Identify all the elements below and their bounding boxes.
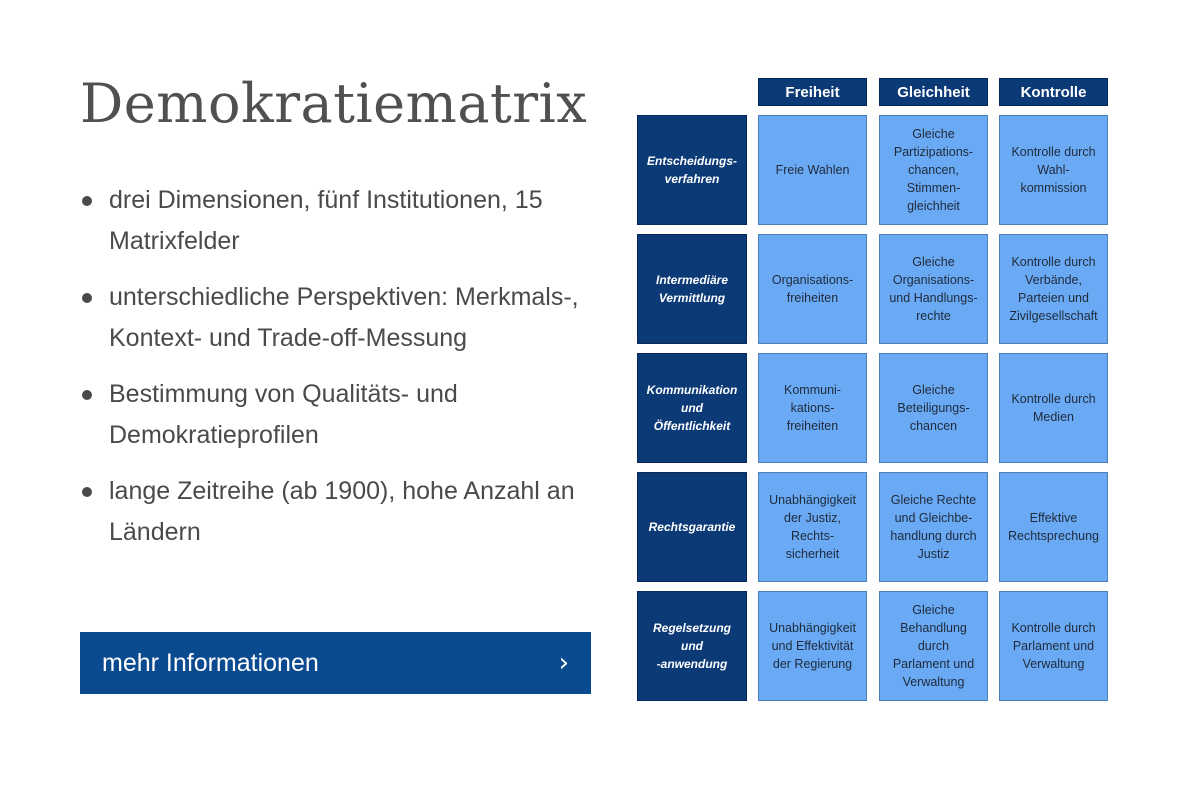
feature-list [80, 180, 580, 568]
bullet-dot-icon [82, 196, 92, 206]
matrix-cell: Kommuni- kations- freiheiten [758, 353, 867, 463]
bullet-dot-icon [82, 390, 92, 400]
bullet-dot-icon [82, 487, 92, 497]
matrix-column-header: Gleichheit [879, 78, 988, 106]
matrix-cell: Gleiche Behandlung durch Parlament und Verwaltung [879, 591, 988, 701]
list-item [80, 277, 580, 359]
list-item-text: unterschiedliche Perspektiven: Merkmals-, Kontext- und Trade-off-Messung [109, 283, 579, 352]
matrix-row-header: Kommunikation und Öffentlichkeit [637, 353, 747, 463]
list-item [80, 471, 580, 553]
list-item-text: Bestimmung von Qualitäts- und Demokratieprofilen [109, 380, 458, 449]
matrix-cell: Gleiche Beteiligungs- chancen [879, 353, 988, 463]
matrix-cell: Gleiche Rechte und Gleichbe- handlung durch Justiz [879, 472, 988, 582]
matrix-row-header: Intermediäre Vermittlung [637, 234, 747, 344]
list-item-text: drei Dimensionen, fünf Institutionen, 15 Matrixfelder [109, 186, 543, 255]
list-item [80, 374, 580, 456]
bullet-dot-icon [82, 293, 92, 303]
matrix-cell: Kontrolle durch Wahl- kommission [999, 115, 1108, 225]
list-item-text: lange Zeitreihe (ab 1900), hohe Anzahl an Ländern [109, 477, 575, 546]
matrix-cell: Organisations- freiheiten [758, 234, 867, 344]
page-title: Demokratiematrix [80, 72, 588, 135]
matrix-cell: Effektive Rechtsprechung [999, 472, 1108, 582]
matrix-cell: Gleiche Organisations- und Handlungs- rechte [879, 234, 988, 344]
matrix-row-header: Regelsetzung und -anwendung [637, 591, 747, 701]
chevron-right-icon: › [558, 648, 569, 678]
more-information-button[interactable] [80, 632, 591, 694]
more-information-label: mehr Informationen [102, 648, 319, 677]
list-item [80, 180, 580, 262]
matrix-cell: Unabhängigkeit und Effektivität der Regierung [758, 591, 867, 701]
matrix-cell: Kontrolle durch Parlament und Verwaltung [999, 591, 1108, 701]
matrix-column-header: Kontrolle [999, 78, 1108, 106]
matrix-cell: Unabhängigkeit der Justiz, Rechts- sicherheit [758, 472, 867, 582]
matrix-column-header: Freiheit [758, 78, 867, 106]
matrix-cell: Kontrolle durch Verbände, Parteien und Zivilgesellschaft [999, 234, 1108, 344]
matrix-cell: Gleiche Partizipations- chancen, Stimmen- gleichheit [879, 115, 988, 225]
matrix-cell: Freie Wahlen [758, 115, 867, 225]
matrix-cell: Kontrolle durch Medien [999, 353, 1108, 463]
democracy-matrix [637, 78, 1111, 702]
matrix-row-header: Rechtsgarantie [637, 472, 747, 582]
matrix-row-header: Entscheidungs- verfahren [637, 115, 747, 225]
